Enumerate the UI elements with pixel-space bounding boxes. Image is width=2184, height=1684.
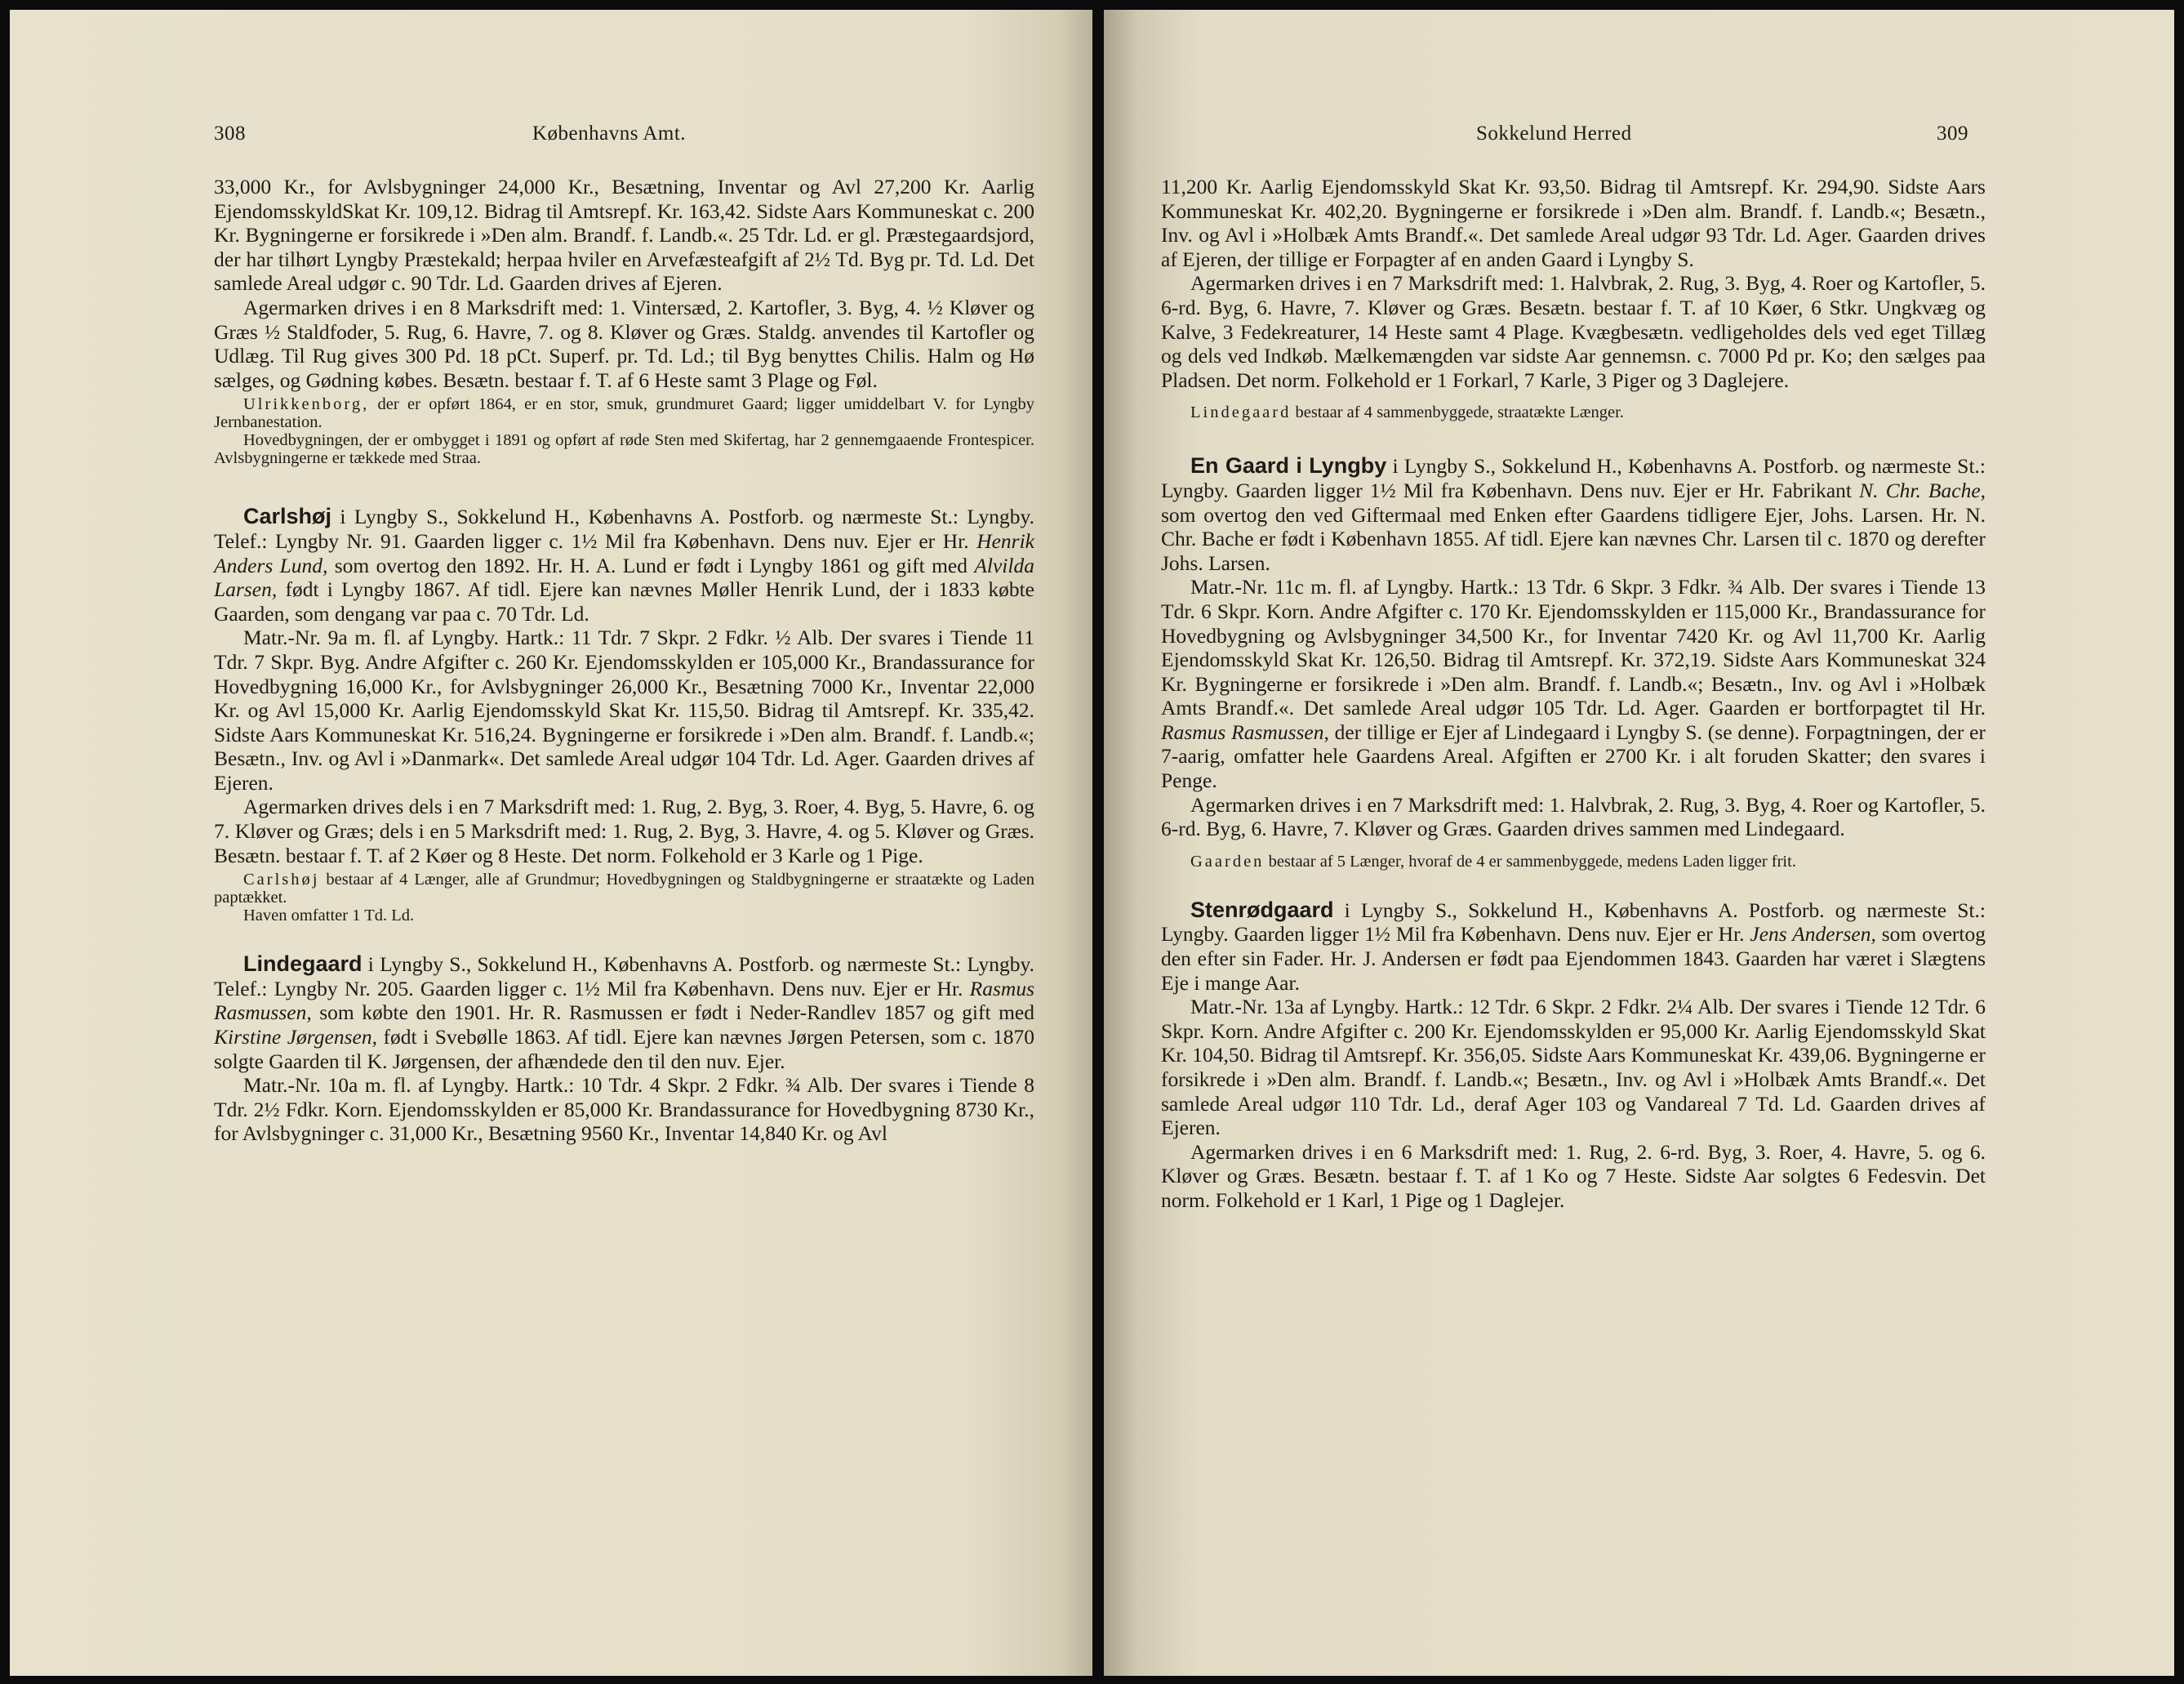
- entry-name: Stenrødgaard: [1190, 897, 1334, 922]
- note-lead: Ulrikkenborg,: [243, 395, 370, 414]
- entry-lindegaard: [214, 952, 1034, 1146]
- paragraph: 33,000 Kr., for Avlsbygninger 24,000 Kr., Besætning, Inventar og Avl 27,200 Kr. Aarlig EjendomsskyldSkat Kr. 109,12. Bidrag til Amtsrepf. Kr. 163,42. Sidste Aars Kommuneskat c. 200 Kr. Bygningerne er forsikrede i »Den alm. Brandf. f. Landb.«. 25 Tdr. Ld. er gl. Præstegaardsjord, der har tilhørt Lyngby Præstekald; herpaa hviler en Arvefæsteafgift af 2½ Td. Byg pr. Td. Ld. Det samlede Areal udgør c. 90 Tdr. Ld. Gaarden drives af Ejeren.: [214, 175, 1034, 296]
- entry-stenrodgaard: [1161, 898, 1986, 1213]
- entry-name: Lindegaard: [243, 951, 363, 977]
- left-page: [10, 10, 1092, 1676]
- entry-name: En Gaard i Lyngby: [1190, 453, 1387, 479]
- entry-en-gaard: [1161, 454, 1986, 871]
- paragraph: Matr.-Nr. 11c m. fl. af Lyngby. Hartk.: 13 Tdr. 6 Skpr. 3 Fdkr. ¾ Alb. Der svares i Tiende 13 Tdr. 6 Skpr. Korn. Andre Afgifter c. 170 Kr. Ejendomsskylden er 115,000 Kr., Brandassurance for Hovedbygning og Avlsbygninger 34,500 Kr., for Inventar 7420 Kr. og Avl 11,700 Kr. Aarlig Ejendomsskyld Skat Kr. 126,50. Bidrag til Amtsrepf. Kr. 372,19. Sidste Aars Kommuneskat 324 Kr. Bygningerne er forsikrede i »Den alm. Brandf. f. Landb.«; Besætn., Inv. og Avl i »Holbæk Amts Brandf.«. Det samlede Areal udgør 105 Tdr. Ld. Ager. Gaarden er bortforpagtet til Hr. Rasmus Rasmussen, der tillige er Ejer af Lindegaard i Lyngby S. (se denne). Forpagtningen, der er 7-aarig, omfatter hele Gaardens Areal. Afgiften er 2700 Kr. i alt foruden Skatter; den svares i Penge.: [1161, 575, 1986, 793]
- paragraph: Agermarken drives i en 8 Marksdrift med: 1. Vintersæd, 2. Kartofler, 3. Byg, 4. ½ Kløver og Græs ½ Staldfoder, 5. Rug, 6. Havre, 7. og 8. Kløver og Græs. Staldg. anvendes til Kartofler og Udlæg. Til Rug gives 300 Pd. 18 pCt. Superf. pr. Td. Ld.; til Byg benyttes Chilis. Halm og Hø sælges, og Gødning købes. Besætn. bestaar f. T. af 6 Heste samt 3 Plage og Føl.: [214, 295, 1034, 392]
- paragraph: 11,200 Kr. Aarlig Ejendomsskyld Skat Kr. 93,50. Bidrag til Amtsrepf. Kr. 294,90. Sidste Aars Kommuneskat Kr. 402,20. Bygningerne er forsikrede i »Den alm. Brandf. f. Landb.«; Besætn., Inv. og Avl i »Holbæk Amts Brandf.«. Det samlede Areal udgør 93 Tdr. Ld. Ager. Gaarden drives af Ejeren, der tillige er Forpagter af en anden Gaard i Lyngby S.: [1161, 175, 1986, 271]
- entry-name: Carlshøj: [243, 504, 332, 529]
- paragraph: Agermarken drives i en 7 Marksdrift med: 1. Halvbrak, 2. Rug, 3. Byg, 4. Roer og Kartofler, 5. 6-rd. Byg, 6. Havre, 7. Kløver og Græs. Besætn. bestaar f. T. af 10 Køer, 6 Stkr. Ungkvæg og Kalve, 3 Fedekreaturer, 14 Heste samt 4 Plage. Kvægbesætn. vedligeholdes dels ved eget Tillæg og dels ved Indkøb. Mælkemængden var sidste Aar gennemsn. c. 7000 Pd pr. Ko; den sælges paa Pladsen. Det norm. Folkehold er 1 Forkarl, 7 Karle, 3 Piger og 3 Daglejere.: [1161, 271, 1986, 392]
- paragraph: Lindegaard i Lyngby S., Sokkelund H., Københavns A. Postforb. og nærmeste St.: Lyngby. Telef.: Lyngby Nr. 205. Gaarden ligger c. 1½ Mil fra København. Dens nuv. Ejer er Hr. Rasmus Rasmussen, som købte den 1901. Hr. R. Rasmussen er født i Neder-Randlev 1857 og gift med Kirstine Jørgensen, født i Svebølle 1863. Af tidl. Ejere kan nævnes Jørgen Petersen, som c. 1870 solgte Gaarden til K. Jørgensen, der afhændede den til den nuv. Ejer.: [214, 951, 1034, 1073]
- right-column: [1161, 175, 1986, 1213]
- note: Ulrikkenborg, der er opført 1864, er en stor, smuk, grundmuret Gaard; ligger umiddelbart V. for Lyngby Jernbanestation.: [214, 395, 1034, 432]
- running-head: Sokkelund Herred: [1476, 123, 1632, 145]
- paragraph: Matr.-Nr. 9a m. fl. af Lyngby. Hartk.: 11 Tdr. 7 Skpr. 2 Fdkr. ½ Alb. Der svares i Tiende 11 Tdr. 7 Skpr. Byg. Andre Afgifter c. 260 Kr. Ejendomsskylden er 105,000 Kr., Brandassurance for Hovedbygning 16,000 Kr., for Avlsbygninger 26,000 Kr., Besætning 7000 Kr., Inventar 22,000 Kr. og Avl 15,000 Kr. Aarlig Ejendomsskyld Skat Kr. 115,50. Bidrag til Amtsrepf. Kr. 335,42. Sidste Aars Kommuneskat Kr. 516,24. Bygningerne er forsikrede i »Den alm. Brandf. f. Landb.«; Besætn., Inv. og Avl i »Danmark«. Det samlede Areal udgør 104 Tdr. Ld. Ager. Gaarden drives af Ejeren.: [214, 626, 1034, 795]
- left-column: [214, 175, 1034, 1146]
- note: Hovedbygningen, der er ombygget i 1891 og opført af røde Sten med Skifertag, har 2 gennemgaaende Frontespicer. Avlsbygningerne er tækkede med Straa.: [214, 431, 1034, 468]
- note: Gaarden bestaar af 5 Længer, hvoraf de 4 er sammenbyggede, medens Laden ligger frit.: [1190, 852, 1796, 871]
- paragraph: En Gaard i Lyngby i Lyngby S., Sokkelund H., Københavns A. Postforb. og nærmeste St.: Lyngby. Gaarden ligger 1½ Mil fra København. Dens nuv. Ejer er Hr. Fabrikant N. Chr. Bache, som overtog den ved Giftermaal med Enken efter Gaardens tidligere Ejer, Johs. Larsen. Hr. N. Chr. Bache er født i København 1855. Af tidl. Ejere kan nævnes Chr. Larsen til c. 1870 og derefter Johs. Larsen.: [1161, 453, 1986, 575]
- paragraph: Matr.-Nr. 10a m. fl. af Lyngby. Hartk.: 10 Tdr. 4 Skpr. 2 Fdkr. ¾ Alb. Der svares i Tiende 8 Tdr. 2½ Fdkr. Korn. Ejendomsskylden er 85,000 Kr. Brandassurance for Hovedbygning 8730 Kr., for Avlsbygninger c. 31,000 Kr., Besætning 9560 Kr., Inventar 14,840 Kr. og Avl: [214, 1073, 1034, 1146]
- note: Haven omfatter 1 Td. Ld.: [243, 907, 415, 925]
- page-number: 309: [1937, 123, 1968, 145]
- paragraph: Matr.-Nr. 13a af Lyngby. Hartk.: 12 Tdr. 6 Skpr. 2 Fdkr. 2¼ Alb. Der svares i Tiende 12 Tdr. 6 Skpr. Korn. Andre Afgifter c. 200 Kr. Ejendomsskylden er 95,000 Kr. Aarlig Ejendomsskyld Skat Kr. 104,50. Bidrag til Amtsrepf. Kr. 356,05. Sidste Aars Kommuneskat Kr. 439,06. Bygningerne er forsikrede i »Den alm. Brandf. f. Landb.«; Besætn., Inv. og Avl i »Holbæk Amts Brandf.«. Det samlede Areal udgør 110 Tdr. Ld., deraf Ager 103 og Vandareal 7 Td. Ld. Gaarden drives af Ejeren.: [1161, 995, 1986, 1140]
- paragraph: Agermarken drives i en 6 Marksdrift med: 1. Rug, 2. 6-rd. Byg, 3. Roer, 4. Havre, 5. og 6. Kløver og Græs. Besætn. bestaar f. T. af 1 Ko og 7 Heste. Sidste Aar solgtes 6 Fedesvin. Det norm. Folkehold er 1 Karl, 1 Pige og 1 Daglejer.: [1161, 1139, 1986, 1212]
- page-number: 308: [214, 123, 246, 145]
- entry-carlshoj: [214, 505, 1034, 924]
- running-head: Københavns Amt.: [532, 123, 687, 145]
- note: Carlshøj bestaar af 4 Længer, alle af Grundmur; Hovedbygningen og Staldbygningerne er straatækte og Laden paptækket.: [214, 871, 1034, 907]
- paragraph: Stenrødgaard i Lyngby S., Sokkelund H., Københavns A. Postforb. og nærmeste St.: Lyngby. Gaarden ligger 1½ Mil fra København. Dens nuv. Ejer er Hr. Jens Andersen, som overtog den efter sin Fader. Hr. J. Andersen er født paa Ejendommen 1843. Gaarden har været i Slægtens Eje i mange Aar.: [1161, 897, 1986, 995]
- paragraph: Agermarken drives i en 7 Marksdrift med: 1. Halvbrak, 2. Rug, 3. Byg, 4. Roer og Kartofler, 5. 6-rd. Byg, 6. Havre, 7. Kløver og Græs. Gaarden drives sammen med Lindegaard.: [1161, 792, 1986, 841]
- paragraph: Carlshøj i Lyngby S., Sokkelund H., Københavns A. Postforb. og nærmeste St.: Lyngby. Telef.: Lyngby Nr. 91. Gaarden ligger c. 1½ Mil fra København. Dens nuv. Ejer er Hr. Henrik Anders Lund, som overtog den 1892. Hr. H. A. Lund er født i Lyngby 1861 og gift med Alvilda Larsen, født i Lyngby 1867. Af tidl. Ejere kan nævnes Møller Henrik Lund, der i 1833 købte Gaarden, som dengang var paa c. 70 Tdr. Ld.: [214, 504, 1034, 626]
- note: Lindegaard bestaar af 4 sammenbyggede, straatækte Længer.: [1190, 403, 1624, 422]
- right-page: [1104, 10, 2174, 1676]
- paragraph: Agermarken drives dels i en 7 Marksdrift med: 1. Rug, 2. Byg, 3. Roer, 4. Byg, 5. Havre, 6. og 7. Kløver og Græs; dels i en 5 Marksdrift med: 1. Rug, 2. Byg, 3. Havre, 4. og 5. Kløver og Græs. Besætn. bestaar f. T. af 2 Køer og 8 Heste. Det norm. Folkehold er 3 Karle og 1 Pige.: [214, 795, 1034, 867]
